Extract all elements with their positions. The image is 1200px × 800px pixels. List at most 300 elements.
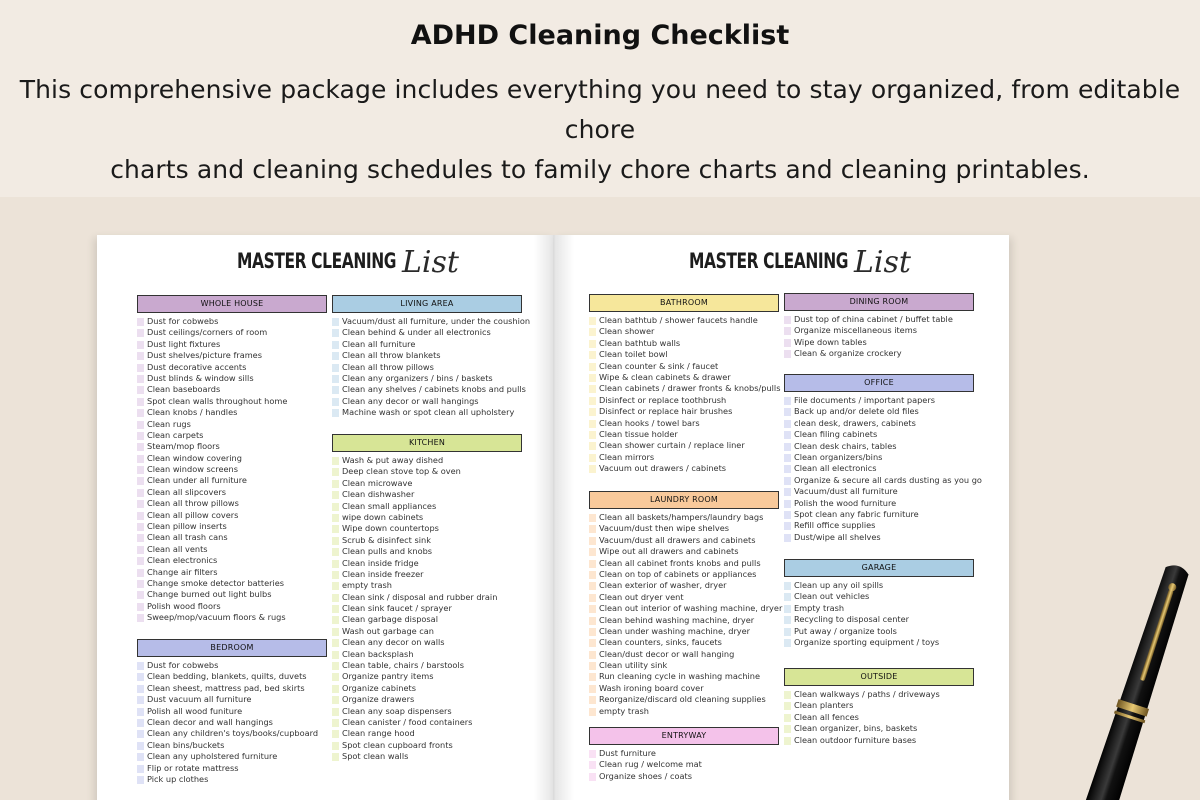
checklist-item <box>589 349 779 360</box>
checklist-item <box>332 362 522 373</box>
checklist-item-label: Clean any children's toys/books/cupboard <box>147 728 319 739</box>
checklist-item <box>137 384 327 395</box>
checklist-item-label: Dust top of china cabinet / buffet table <box>794 314 953 324</box>
checklist-item <box>589 771 779 782</box>
section-outside <box>784 668 974 746</box>
checkbox <box>332 491 339 499</box>
checkbox <box>589 773 596 781</box>
checklist-item <box>784 314 974 325</box>
checkbox <box>137 352 144 360</box>
checkbox <box>589 696 596 704</box>
checklist-item <box>589 463 779 474</box>
checkbox <box>137 546 144 554</box>
checklist-item-label: Deep clean stove top & oven <box>342 466 461 477</box>
checklist-item <box>137 453 327 464</box>
checklist-item <box>137 578 327 589</box>
checkbox <box>137 776 144 784</box>
checkbox <box>589 708 596 716</box>
checklist-item-label: empty trash <box>599 705 649 716</box>
checklist-item-label: Clean any soap dispensers <box>342 705 452 716</box>
checklist-item-label: Clean inside freezer <box>342 568 424 579</box>
checklist-item-label: Clean bins/buckets <box>147 739 225 750</box>
checkbox <box>332 409 339 417</box>
checkbox <box>589 651 596 659</box>
checkbox <box>784 616 791 624</box>
checkbox <box>784 714 791 722</box>
checkbox <box>784 477 791 485</box>
section-header: LIVING AREA <box>332 295 522 313</box>
checklist-item <box>784 580 974 591</box>
checkbox <box>784 500 791 508</box>
checklist-item <box>137 475 327 486</box>
checklist-item-label: Clean sink faucet / sprayer <box>342 603 452 614</box>
checkbox <box>784 339 791 347</box>
checklist-item-label: Clean microwave <box>342 477 413 488</box>
checklist-item <box>589 626 779 637</box>
right-page-script: List <box>854 245 911 280</box>
checklist-item-label: Clean tissue holder <box>599 428 678 439</box>
checklist-item-label: Polish the wood furniture <box>794 497 897 508</box>
checklist-item <box>332 316 531 327</box>
checklist-item-label: Dust/wipe all shelves <box>794 531 881 542</box>
checkbox <box>589 408 596 416</box>
checklist-item <box>332 396 522 407</box>
checkbox <box>784 454 791 462</box>
checkbox <box>589 628 596 636</box>
right-page <box>554 235 1009 800</box>
checkbox <box>332 673 339 681</box>
checklist-item <box>332 489 522 500</box>
checklist-item <box>332 350 522 361</box>
checkbox <box>137 603 144 611</box>
left-page-script: List <box>402 245 459 280</box>
checkbox <box>137 500 144 508</box>
checklist-item <box>784 395 974 406</box>
checklist-item <box>137 728 327 739</box>
checkbox <box>137 432 144 440</box>
checkbox <box>784 582 791 590</box>
checklist-item-label: Disinfect or replace toothbrush <box>599 394 727 405</box>
checklist-item-label: File documents / important papers <box>794 395 935 405</box>
section-header: LAUNDRY ROOM <box>589 491 779 509</box>
checklist-item-label: Clean small appliances <box>342 500 437 511</box>
checklist-item-label: Clean all pillow covers <box>147 509 239 520</box>
checklist-item <box>137 350 327 361</box>
checklist-item <box>137 396 327 407</box>
checklist-item-label: Clean sheest, mattress pad, bed skirts <box>147 682 305 693</box>
checkbox <box>589 582 596 590</box>
checklist-item <box>589 759 779 770</box>
section-whole-house <box>137 295 327 624</box>
checklist <box>784 580 974 648</box>
section-entryway <box>589 727 779 782</box>
checkbox <box>589 560 596 568</box>
checklist-item-label: Clean all vents <box>147 543 208 554</box>
checklist-item <box>589 326 779 337</box>
checklist-item <box>589 452 779 463</box>
checklist-item-label: Organize miscellaneous items <box>794 325 917 336</box>
checklist-item-label: wipe down cabinets <box>342 511 424 522</box>
checklist-item <box>332 384 526 395</box>
checklist-item-label: Dust vacuum all furniture <box>147 694 252 705</box>
checkbox <box>332 480 339 488</box>
checkbox <box>589 397 596 405</box>
checkbox <box>332 628 339 636</box>
checklist-item <box>137 774 327 785</box>
checkbox <box>784 534 791 542</box>
checklist-item-label: Clean any decor on walls <box>342 637 445 648</box>
checkbox <box>137 386 144 394</box>
checkbox <box>589 328 596 336</box>
checklist-item <box>784 520 974 531</box>
checklist-item-label: Clean any upholstered furniture <box>147 751 278 762</box>
checklist-item-label: Steam/mop floors <box>147 441 220 452</box>
checklist-item <box>589 637 779 648</box>
checklist-item-label: Clean toilet bowl <box>599 349 668 360</box>
checklist-item <box>589 706 779 717</box>
checkbox <box>589 385 596 393</box>
checklist-item-label: Change air filters <box>147 566 218 577</box>
checkbox <box>332 352 339 360</box>
checklist-item <box>784 406 974 417</box>
checkbox <box>332 662 339 670</box>
checklist-item <box>137 316 327 327</box>
checklist-item-label: Clean shower curtain / replace liner <box>599 440 745 451</box>
checkbox <box>137 569 144 577</box>
checkbox <box>332 730 339 738</box>
checklist-item-label: Scrub & disinfect sink <box>342 534 431 545</box>
section-laundry-room <box>589 491 783 717</box>
checkbox <box>332 560 339 568</box>
checklist-item <box>589 592 779 603</box>
checklist-item <box>589 649 779 660</box>
checklist-item-label: Clean all fences <box>794 711 859 722</box>
checklist-item-label: Clean counter & sink / faucet <box>599 360 719 371</box>
checkbox <box>589 750 596 758</box>
checklist <box>332 455 522 763</box>
checklist-item-label: Clean utility sink <box>599 660 668 671</box>
checkbox <box>589 605 596 613</box>
checklist-item <box>137 706 327 717</box>
checklist <box>589 512 783 717</box>
checklist-item-label: Dust blinds & window sills <box>147 372 254 383</box>
checklist-item <box>784 337 974 348</box>
checklist-item <box>784 348 974 359</box>
checklist <box>589 748 779 782</box>
checklist-item-label: Clean all furniture <box>342 338 416 349</box>
checkbox <box>332 685 339 693</box>
checklist-item <box>332 580 522 591</box>
checklist-item <box>332 717 522 728</box>
checklist-item-label: Vacuum/dust all furniture <box>794 486 898 497</box>
checklist-item-label: empty trash <box>342 580 392 591</box>
checkbox <box>137 512 144 520</box>
checklist-item <box>137 763 327 774</box>
checkbox <box>332 341 339 349</box>
checklist <box>784 395 982 543</box>
section-office <box>784 374 982 543</box>
checklist-item-label: Clean counters, sinks, faucets <box>599 637 722 648</box>
checklist-item <box>589 546 779 557</box>
checklist-item <box>137 373 327 384</box>
checklist-item-label: Back up and/or delete old files <box>794 406 919 417</box>
section-bedroom <box>137 639 327 785</box>
checklist-item <box>137 464 327 475</box>
checklist-item-label: Clean under all furniture <box>147 475 247 486</box>
checklist-item <box>137 419 327 430</box>
checklist-item-label: Clean baseboards <box>147 384 221 395</box>
checklist-item-label: Spot clean any fabric furniture <box>794 508 919 519</box>
checklist-item <box>332 728 522 739</box>
checklist-item <box>137 521 327 532</box>
checklist-item-label: Clean out interior of washing machine, dryer <box>599 603 783 614</box>
checklist-item <box>332 637 522 648</box>
checklist-item-label: Clean inside fridge <box>342 557 419 568</box>
checkbox <box>137 409 144 417</box>
section-dining-room <box>784 293 974 360</box>
checklist-item <box>589 569 779 580</box>
checklist-item-label: Clean bedding, blankets, quilts, duvets <box>147 671 307 682</box>
checkbox <box>589 420 596 428</box>
checklist-item <box>332 569 522 580</box>
checklist-item-label: Clean rug / welcome mat <box>599 759 702 770</box>
checklist-item <box>137 510 327 521</box>
checkbox <box>589 374 596 382</box>
checkbox <box>589 454 596 462</box>
checklist-item <box>589 694 779 705</box>
checkbox <box>137 719 144 727</box>
checklist-item <box>332 339 522 350</box>
checkbox <box>332 571 339 579</box>
checklist-item <box>784 637 974 648</box>
checkbox <box>332 651 339 659</box>
checkbox <box>589 351 596 359</box>
checkbox <box>137 477 144 485</box>
checklist-item <box>784 463 974 474</box>
checklist-item-label: Pick up clothes <box>147 773 209 784</box>
checklist-item-label: Clean all trash cans <box>147 532 228 543</box>
checkbox <box>784 465 791 473</box>
checklist-item-label: Clean hooks / towel bars <box>599 417 700 428</box>
section-living-area <box>332 295 531 419</box>
section-bathroom <box>589 294 779 474</box>
checklist-item <box>137 601 327 612</box>
page-subtitle <box>0 70 1200 190</box>
checklist-item <box>784 486 974 497</box>
checklist-item-label: Spot clean walls throughout home <box>147 395 288 406</box>
checklist-item-label: Polish all wood funiture <box>147 705 243 716</box>
checklist-item <box>137 671 327 682</box>
checkbox <box>589 685 596 693</box>
checklist-item <box>589 535 779 546</box>
checkbox <box>589 431 596 439</box>
checklist <box>137 660 327 785</box>
checklist-item-label: Clean sink / disposal and rubber drain <box>342 591 498 602</box>
checklist-item-label: Dust decorative accents <box>147 361 247 372</box>
checkbox <box>137 398 144 406</box>
checkbox <box>332 398 339 406</box>
checklist-item-label: Polish wood floors <box>147 600 221 611</box>
checklist-item-label: Change burned out light bulbs <box>147 589 272 600</box>
checklist-item-label: Recycling to disposal center <box>794 614 910 625</box>
checklist-item-label: Clean dishwasher <box>342 489 415 500</box>
checkbox <box>137 742 144 750</box>
checklist-item-label: Wash ironing board cover <box>599 682 704 693</box>
checklist-item-label: Clean backsplash <box>342 648 414 659</box>
checkbox <box>137 591 144 599</box>
checklist-item-label: Wipe out all drawers and cabinets <box>599 546 739 557</box>
checklist-item-label: Clean canister / food containers <box>342 716 473 727</box>
section-header: ENTRYWAY <box>589 727 779 745</box>
checklist-item-label: Put away / organize tools <box>794 625 897 636</box>
checklist-item <box>332 327 522 338</box>
checkbox <box>784 408 791 416</box>
checklist-item <box>589 395 779 406</box>
checklist-item-label: Clean out dryer vent <box>599 591 684 602</box>
checklist-item <box>137 532 327 543</box>
checklist-item <box>332 603 522 614</box>
checkbox <box>137 534 144 542</box>
checklist-item <box>784 700 974 711</box>
checkbox <box>332 318 339 326</box>
left-page <box>97 235 554 800</box>
section-kitchen <box>332 434 522 763</box>
checklist-item-label: Reorganize/discard old cleaning supplies <box>599 694 766 705</box>
checklist-item-label: Clean carpets <box>147 429 204 440</box>
section-garage <box>784 559 974 648</box>
checkbox <box>784 431 791 439</box>
checklist-item <box>784 418 974 429</box>
checkbox <box>137 318 144 326</box>
checklist-item-label: clean desk, drawers, cabinets <box>794 417 916 428</box>
checklist-item-label: Run cleaning cycle in washing machine <box>599 671 761 682</box>
checklist-item-label: Vacuum/dust all furniture, under the coushion <box>342 316 531 326</box>
checkbox <box>137 753 144 761</box>
checklist-item <box>784 603 974 614</box>
checklist-item <box>589 580 779 591</box>
checkbox <box>137 466 144 474</box>
checklist-item-label: Clean electronics <box>147 555 218 566</box>
checklist-item-label: Clean all slipcovers <box>147 486 227 497</box>
checkbox <box>589 514 596 522</box>
checklist-item-label: Wash out garbage can <box>342 625 434 636</box>
checklist-item <box>332 671 522 682</box>
checkbox <box>784 639 791 647</box>
checklist-item <box>332 478 522 489</box>
checklist-item <box>589 748 779 759</box>
checklist-item <box>332 501 522 512</box>
checklist-item-label: Clean garbage disposal <box>342 614 438 625</box>
checkbox <box>589 465 596 473</box>
checklist-item <box>137 683 327 694</box>
checklist-item <box>784 498 974 509</box>
checklist-item <box>589 523 779 534</box>
checkbox <box>332 639 339 647</box>
checklist-item <box>332 558 522 569</box>
checklist-item <box>589 671 779 682</box>
checkbox <box>784 397 791 405</box>
checklist-item-label: Spot clean walls <box>342 751 409 762</box>
checkbox <box>589 761 596 769</box>
checklist-item-label: Clean on top of cabinets or appliances <box>599 568 757 579</box>
checkbox <box>784 511 791 519</box>
section-header: KITCHEN <box>332 434 522 452</box>
checklist-item <box>784 689 974 700</box>
checklist-item-label: Wipe down tables <box>794 336 867 347</box>
checklist-item-label: Disinfect or replace hair brushes <box>599 406 733 417</box>
checklist <box>784 689 974 746</box>
checklist-item-label: Refill office supplies <box>794 520 876 531</box>
page-title: ADHD Cleaning Checklist <box>410 20 790 51</box>
checklist-item <box>332 512 522 523</box>
checklist-item-label: Vacuum/dust then wipe shelves <box>599 523 730 534</box>
checkbox <box>332 696 339 704</box>
checklist <box>589 315 779 474</box>
checklist-item <box>784 723 974 734</box>
checklist-item <box>137 339 327 350</box>
checklist-item-label: Clean/dust decor or wall hanging <box>599 648 735 659</box>
checkbox <box>332 605 339 613</box>
checkbox <box>332 548 339 556</box>
checkbox <box>332 537 339 545</box>
checklist-item <box>589 512 779 523</box>
checklist-item-label: Organize & secure all cards dusting as you go <box>794 474 982 485</box>
checklist-item-label: Clean shower <box>599 326 655 337</box>
checklist-item <box>332 535 522 546</box>
checkbox <box>589 548 596 556</box>
checklist-item-label: Organize cabinets <box>342 682 416 693</box>
checklist-item <box>332 614 522 625</box>
checkbox <box>589 571 596 579</box>
checklist-item <box>332 407 522 418</box>
checklist-item-label: Clean & organize crockery <box>794 348 902 359</box>
checklist-item <box>137 327 327 338</box>
checkbox <box>137 662 144 670</box>
checklist-item <box>332 592 522 603</box>
checklist-item <box>589 372 779 383</box>
checkbox <box>332 375 339 383</box>
checkbox <box>137 523 144 531</box>
checklist <box>332 316 531 419</box>
checklist-item <box>332 523 522 534</box>
checkbox <box>589 662 596 670</box>
section-header: OFFICE <box>784 374 974 392</box>
checklist-item <box>589 683 779 694</box>
checkbox <box>137 341 144 349</box>
checklist-item-label: Clean cabinets / drawer fronts & knobs/pulls <box>599 383 781 394</box>
checklist-item-label: Flip or rotate mattress <box>147 762 239 773</box>
checklist-item-label: Clean window covering <box>147 452 242 463</box>
checkbox <box>784 488 791 496</box>
checklist-item-label: Spot clean cupboard fronts <box>342 739 453 750</box>
checklist-item-label: Clean bathtub / shower faucets handle <box>599 315 758 325</box>
checklist-item <box>589 406 779 417</box>
checkbox <box>137 455 144 463</box>
checkbox <box>332 582 339 590</box>
checkbox <box>332 753 339 761</box>
checkbox <box>332 525 339 533</box>
checkbox <box>589 639 596 647</box>
checklist-item-label: Empty trash <box>794 602 845 613</box>
checklist-item <box>784 614 974 625</box>
checklist-item <box>589 418 779 429</box>
checkbox <box>589 673 596 681</box>
checklist-item-label: Vacuum out drawers / cabinets <box>599 463 727 474</box>
checklist-item-label: Dust shelves/picture frames <box>147 350 262 361</box>
checklist-item <box>332 626 522 637</box>
checklist-item-label: Clean outdoor furniture bases <box>794 734 917 745</box>
checkbox <box>784 443 791 451</box>
